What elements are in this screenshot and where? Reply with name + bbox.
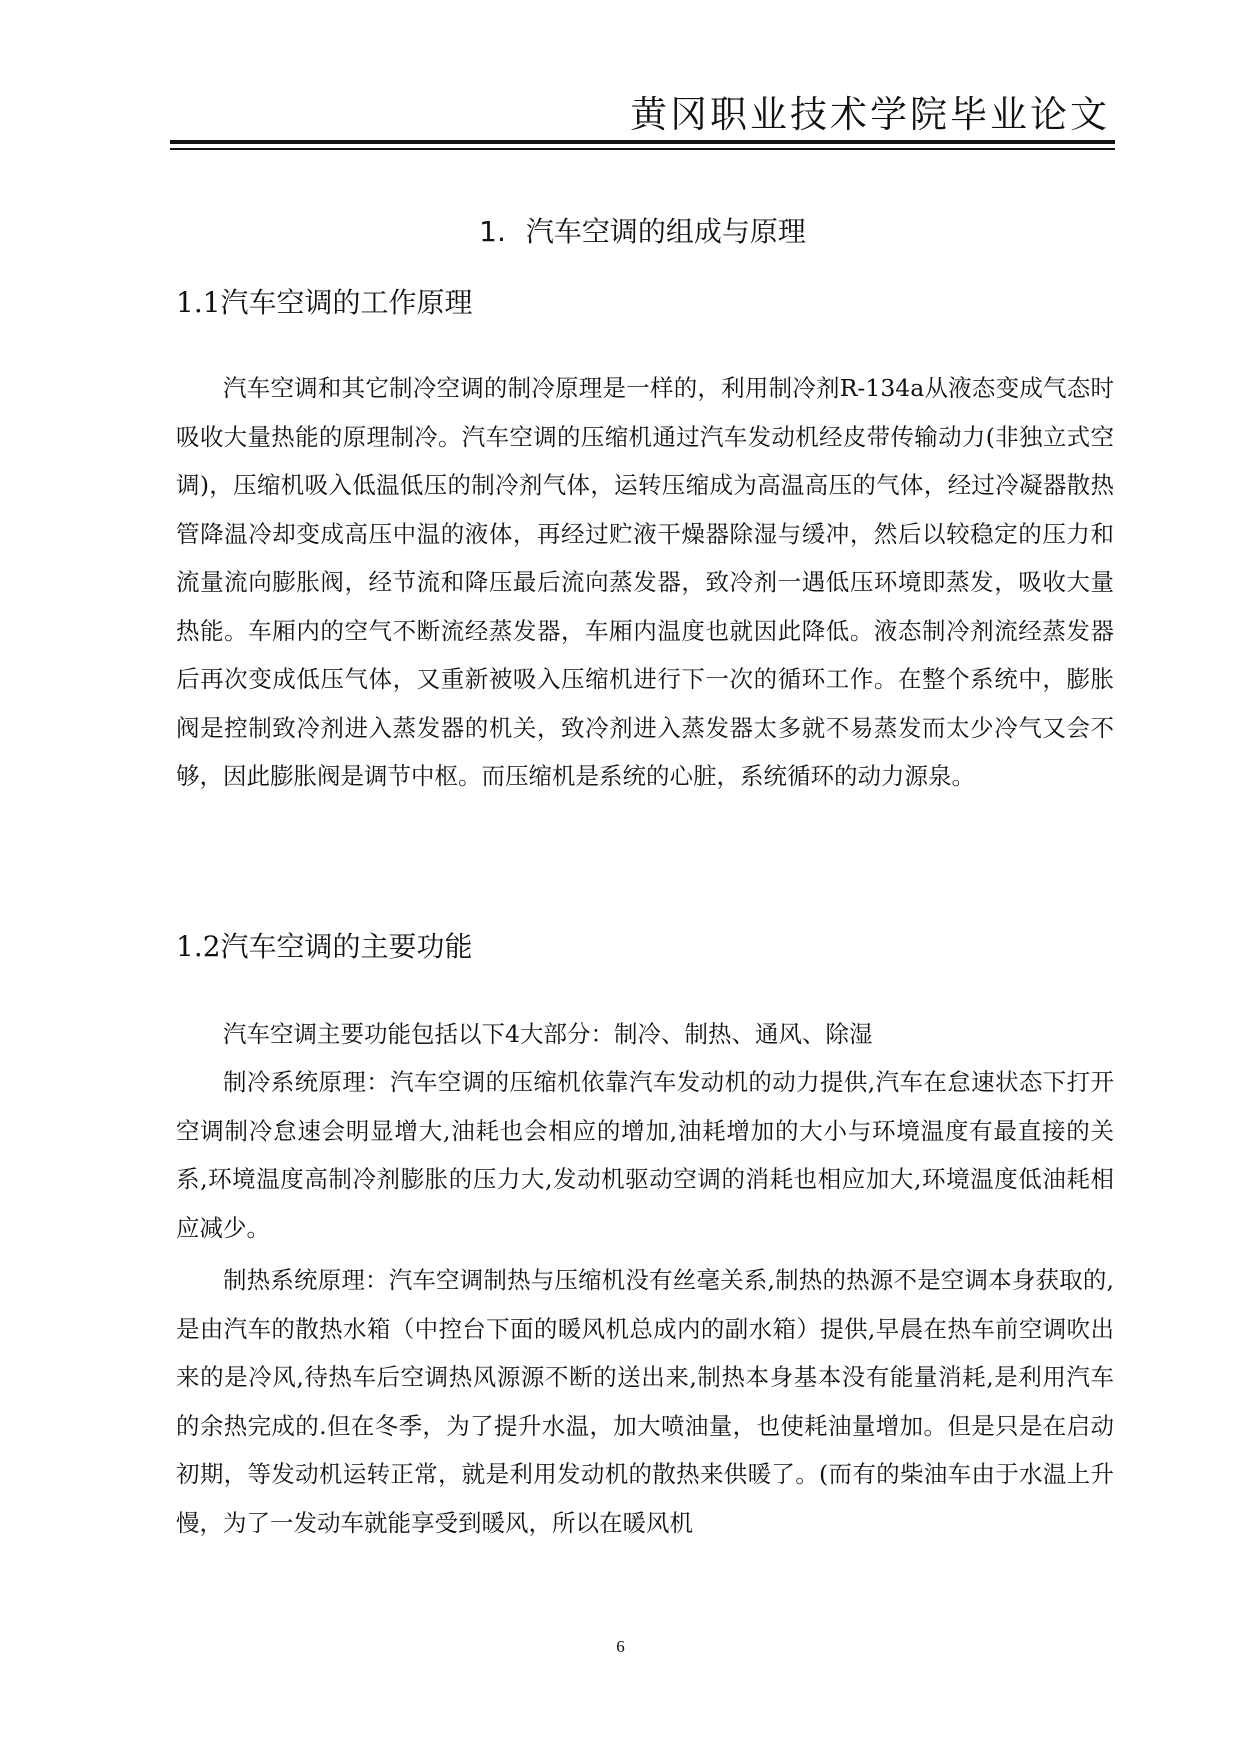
chapter-title: 汽车空调的组成与原理	[525, 215, 806, 248]
section-1-2-intro-paragraph: 汽车空调主要功能包括以下4大部分：制冷、制热、通风、除湿	[223, 1020, 873, 1048]
header-title: 黄冈职业技术学院毕业论文	[630, 93, 1110, 136]
cooling-system-paragraph: 制冷系统原理：汽车空调的压缩机依靠汽车发动机的动力提供,汽车在怠速状态下打开空调制冷怠速会明显增大,油耗也会相应的增加,油耗增加的大小与环境温度有最直接的关系,环境温度高制冷剂膨胀的压力大,发动机驱动空调的消耗也相应加大,环境温度低油耗相应减少。	[176, 1068, 1114, 1242]
heating-system-paragraph: 制热系统原理：汽车空调制热与压缩机没有丝毫关系,制热的热源不是空调本身获取的,是由汽车的散热水箱（中控台下面的暖风机总成内的副水箱）提供,早晨在热车前空调吹出来的是冷风,待热车后空调热风源源不断的送出来,制热本身基本没有能量消耗,是利用汽车的余热完成的.但在冬季，为了提升水温，加大喷油量，也使耗油量增加。但是只是在启动初期，等发动机运转正常，就是利用发动机的散热来供暖了。(而有的柴油车由于水温上升慢，为了一发动车就能享受到暖风，所以在暖风机	[176, 1266, 1114, 1537]
chapter-heading	[170, 210, 1115, 250]
header-rule-thin	[170, 148, 1115, 150]
section-heading-1-1: 1.1汽车空调的工作原理	[176, 286, 473, 319]
section-1-1-paragraph: 汽车空调和其它制冷空调的制冷原理是一样的，利用制冷剂R-134a从液态变成气态时吸收大量热能的原理制冷。汽车空调的压缩机通过汽车发动机经皮带传输动力(非独立式空调)，压缩机吸入低温低压的制冷剂气体，运转压缩成为高温高压的气体，经过冷凝器散热管降温冷却变成高压中温的液体，再经过贮液干燥器除湿与缓冲，然后以较稳定的压力和流量流向膨胀阀，经节流和降压最后流向蒸发器，致冷剂一遇低压环境即蒸发，吸收大量热能。车厢内的空气不断流经蒸发器，车厢内温度也就因此降低。液态制冷剂流经蒸发器后再次变成低压气体，又重新被吸入压缩机进行下一次的循环工作。在整个系统中，膨胀阀是控制致冷剂进入蒸发器的机关，致冷剂进入蒸发器太多就不易蒸发而太少冷气又会不够，因此膨胀阀是调节中枢。而压缩机是系统的心脏，系统循环的动力源泉。	[176, 374, 1114, 790]
chapter-number: 1.	[479, 215, 506, 248]
header-rule-thick	[170, 140, 1115, 144]
page-number: 6	[616, 1637, 625, 1656]
section-heading-1-2: 1.2汽车空调的主要功能	[176, 930, 473, 963]
